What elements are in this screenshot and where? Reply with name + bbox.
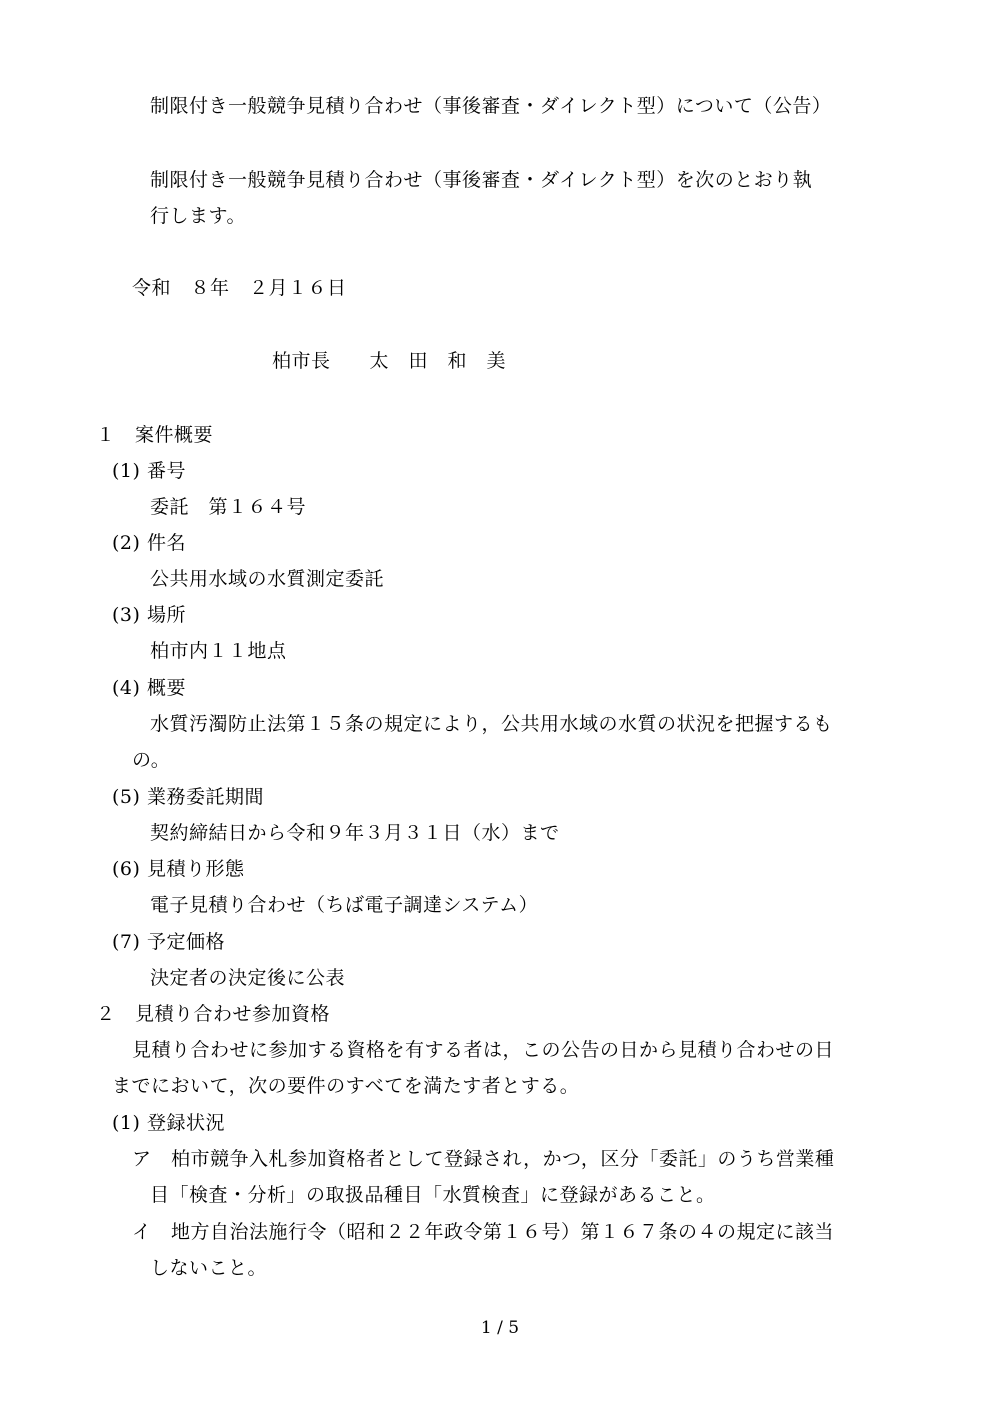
requirement-a-line-2: 目「検査・分析」の取扱品種目「水質検査」に登録があること。 xyxy=(150,1184,716,1206)
item-label-period: (5) 業務委託期間 xyxy=(112,786,264,808)
item-value-period: 契約締結日から令和９年３月３１日（水）まで xyxy=(150,822,560,844)
item-label-format: (6) 見積り形態 xyxy=(112,858,245,880)
requirement-i-line-1: イ 地方自治法施行令（昭和２２年政令第１６号）第１６７条の４の規定に該当 xyxy=(132,1221,835,1243)
item-value-location: 柏市内１１地点 xyxy=(150,640,287,662)
item-value-price: 決定者の決定後に公表 xyxy=(150,967,346,989)
subsection-label-registration: (1) 登録状況 xyxy=(112,1112,225,1134)
item-value-format: 電子見積り合わせ（ちば電子調達システム） xyxy=(150,894,539,916)
section-2-heading: ２ 見積り合わせ参加資格 xyxy=(96,1003,331,1025)
section-2-intro-2: までにおいて，次の要件のすべてを満たす者とする。 xyxy=(112,1075,580,1097)
section-2-intro-1: 見積り合わせに参加する資格を有する者は，この公告の日から見積り合わせの日 xyxy=(132,1039,835,1061)
intro-line-2: 行します。 xyxy=(150,205,246,227)
intro-line-1: 制限付き一般競争見積り合わせ（事後審査・ダイレクト型）を次のとおり執 xyxy=(150,169,813,191)
item-value-subject: 公共用水域の水質測定委託 xyxy=(150,568,385,590)
item-value-overview-2: の。 xyxy=(132,749,171,771)
page-number: 1 / 5 xyxy=(480,1318,520,1338)
issuer-name: 柏市長 太 田 和 美 xyxy=(272,350,507,372)
item-value-overview-1: 水質汚濁防止法第１５条の規定により，公共用水域の水質の状況を把握するも xyxy=(150,713,833,735)
item-label-price: (7) 予定価格 xyxy=(112,931,225,953)
requirement-i-line-2: しないこと。 xyxy=(150,1257,268,1279)
notice-date: 令和 ８年 ２月１６日 xyxy=(132,277,347,299)
item-label-number: (1) 番号 xyxy=(112,460,186,482)
document-title: 制限付き一般競争見積り合わせ（事後審査・ダイレクト型）について（公告） xyxy=(150,95,832,117)
section-1-heading: １ 案件概要 xyxy=(96,424,214,446)
requirement-a-line-1: ア 柏市競争入札参加資格者として登録され，かつ，区分「委託」のうち営業種 xyxy=(132,1148,835,1170)
item-label-location: (3) 場所 xyxy=(112,604,186,626)
item-label-subject: (2) 件名 xyxy=(112,532,186,554)
item-value-number: 委託 第１６４号 xyxy=(150,496,307,518)
item-label-overview: (4) 概要 xyxy=(112,677,186,699)
